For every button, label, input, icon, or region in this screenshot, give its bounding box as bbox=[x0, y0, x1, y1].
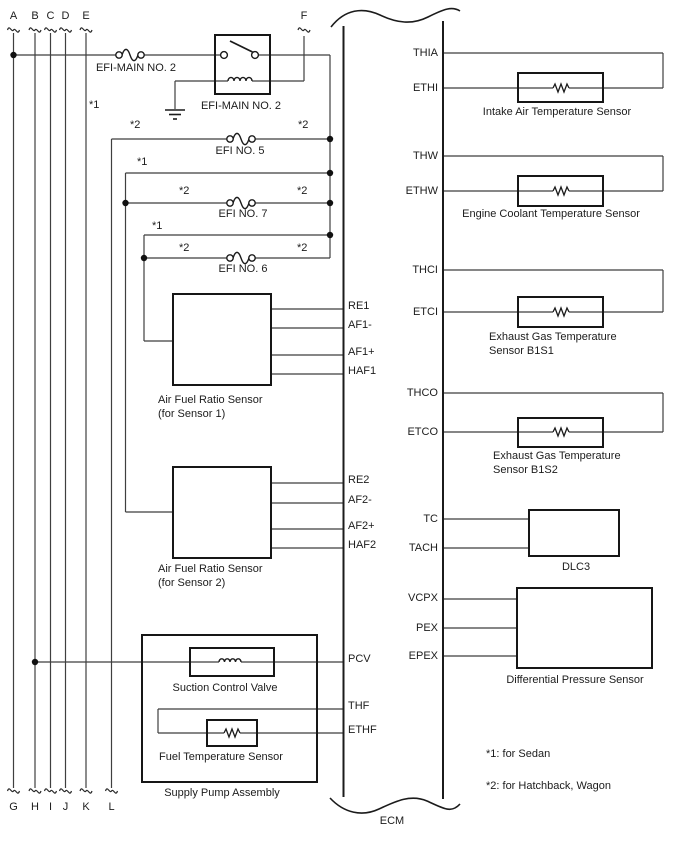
fuse-symbol-efi-no6 bbox=[227, 252, 255, 263]
afr-sensor-2-label-line1: Air Fuel Ratio Sensor bbox=[158, 563, 263, 575]
exhaust-gas-temp-b1s2-label bbox=[493, 449, 621, 477]
egt1-label-line1: Exhaust Gas Temperature bbox=[489, 331, 617, 343]
afr-sensor-1-label-line2: (for Sensor 1) bbox=[158, 408, 226, 420]
pin-label-thco: THCO bbox=[406, 387, 438, 399]
afr-sensor-1-box bbox=[172, 293, 272, 386]
pin-label-pex: PEX bbox=[415, 622, 438, 634]
pin-label-tach: TACH bbox=[408, 542, 438, 554]
differential-pressure-sensor-box bbox=[516, 587, 653, 669]
afr-sensor-1-label bbox=[158, 393, 263, 421]
pin-label-thf: THF bbox=[348, 700, 370, 712]
pin-label-epex: EPEX bbox=[408, 650, 438, 662]
pin-label-af1-plus: AF1+ bbox=[348, 346, 375, 358]
connector-b: B bbox=[31, 10, 39, 22]
fuse-symbol-efi-no5 bbox=[227, 133, 255, 144]
pin-label-vcpx: VCPX bbox=[408, 592, 438, 604]
ecm-torn-edge-bottom bbox=[330, 798, 460, 813]
fuse-efi-no6-label: EFI NO. 6 bbox=[218, 263, 268, 275]
egt1-label-line2: Sensor B1S1 bbox=[489, 345, 554, 357]
marker-hatchback-no7-left: *2 bbox=[179, 185, 190, 197]
fuse-efi-no7-label: EFI NO. 7 bbox=[218, 208, 268, 220]
marker-sedan-no6-bypass: *1 bbox=[152, 220, 163, 232]
relay-efi-main-no2-label: EFI-MAIN NO. 2 bbox=[200, 100, 282, 112]
ecm-label: ECM bbox=[379, 815, 405, 827]
fuse-efi-no5-label: EFI NO. 5 bbox=[215, 145, 265, 157]
afr-sensor-2-label bbox=[158, 562, 263, 590]
pin-label-etco: ETCO bbox=[407, 426, 438, 438]
fuse-symbol-efi-main-no2 bbox=[116, 49, 144, 60]
dlc3-box bbox=[528, 509, 620, 557]
exhaust-gas-temp-sensor-b1s2-box bbox=[517, 417, 604, 448]
pin-label-haf1: HAF1 bbox=[348, 365, 377, 377]
connector-l: L bbox=[108, 801, 115, 813]
afr-sensor-2-box bbox=[172, 466, 272, 559]
pin-label-pcv: PCV bbox=[348, 653, 371, 665]
fuel-temperature-sensor-box bbox=[206, 719, 258, 747]
afr-sensor-2-label-line2: (for Sensor 2) bbox=[158, 577, 226, 589]
marker-sedan-no7-bypass: *1 bbox=[137, 156, 148, 168]
dlc3-label: DLC3 bbox=[561, 561, 591, 573]
suction-control-valve-box bbox=[189, 647, 275, 677]
pin-label-tc: TC bbox=[423, 513, 438, 525]
exhaust-gas-temp-b1s1-label bbox=[489, 330, 617, 358]
marker-hatchback-no5-left: *2 bbox=[130, 119, 141, 131]
connector-g: G bbox=[9, 801, 18, 813]
fuse-symbol-efi-no7 bbox=[227, 197, 255, 208]
connector-a: A bbox=[9, 10, 18, 22]
pin-label-etci: ETCI bbox=[412, 306, 438, 318]
connector-h: H bbox=[31, 801, 39, 813]
pin-label-ethf: ETHF bbox=[348, 724, 377, 736]
pin-label-thia: THIA bbox=[412, 47, 438, 59]
suction-control-valve-label: Suction Control Valve bbox=[172, 682, 278, 694]
ecm-outline bbox=[344, 21, 444, 799]
marker-hatchback-no6-left: *2 bbox=[179, 242, 190, 254]
intake-air-temp-sensor-label: Intake Air Temperature Sensor bbox=[482, 106, 632, 118]
connector-c: C bbox=[46, 10, 55, 22]
egt2-label-line1: Exhaust Gas Temperature bbox=[493, 450, 621, 462]
ecm-torn-edge-top bbox=[331, 9, 460, 27]
connector-k: K bbox=[82, 801, 90, 813]
pin-label-thw: THW bbox=[412, 150, 438, 162]
differential-pressure-sensor-label: Differential Pressure Sensor bbox=[506, 674, 644, 686]
relay-box-efi-main-no2 bbox=[214, 34, 271, 95]
connector-d: D bbox=[61, 10, 70, 22]
supply-pump-assembly-label: Supply Pump Assembly bbox=[164, 787, 280, 799]
pin-label-haf2: HAF2 bbox=[348, 539, 377, 551]
fuel-temperature-sensor-label: Fuel Temperature Sensor bbox=[159, 751, 283, 763]
afr-sensor-1-label-line1: Air Fuel Ratio Sensor bbox=[158, 394, 263, 406]
pin-label-re1: RE1 bbox=[348, 300, 370, 312]
marker-sedan-e-line: *1 bbox=[89, 99, 100, 111]
marker-hatchback-no7-right: *2 bbox=[297, 185, 308, 197]
pin-label-thci: THCI bbox=[412, 264, 438, 276]
exhaust-gas-temp-sensor-b1s1-box bbox=[517, 296, 604, 328]
marker-hatchback-no6-right: *2 bbox=[297, 242, 308, 254]
pin-label-re2: RE2 bbox=[348, 474, 370, 486]
pin-label-af1-minus: AF1- bbox=[348, 319, 372, 331]
note-hatchback-wagon: *2: for Hatchback, Wagon bbox=[486, 780, 611, 792]
pin-label-ethw: ETHW bbox=[405, 185, 438, 197]
engine-coolant-temp-sensor-box bbox=[517, 175, 604, 207]
connector-j: J bbox=[62, 801, 69, 813]
fuse-efi-main-no2-label: EFI-MAIN NO. 2 bbox=[95, 62, 177, 74]
connector-f: F bbox=[300, 10, 308, 22]
engine-coolant-temp-sensor-label: Engine Coolant Temperature Sensor bbox=[462, 208, 640, 220]
pin-label-af2-minus: AF2- bbox=[348, 494, 372, 506]
pin-label-ethi: ETHI bbox=[412, 82, 438, 94]
connector-i: I bbox=[48, 801, 53, 813]
egt2-label-line2: Sensor B1S2 bbox=[493, 464, 558, 476]
marker-hatchback-no5-right: *2 bbox=[298, 119, 309, 131]
note-sedan: *1: for Sedan bbox=[486, 748, 551, 760]
ground-symbol bbox=[165, 110, 185, 119]
pin-label-af2-plus: AF2+ bbox=[348, 520, 375, 532]
connector-e: E bbox=[82, 10, 90, 22]
intake-air-temp-sensor-box bbox=[517, 72, 604, 103]
